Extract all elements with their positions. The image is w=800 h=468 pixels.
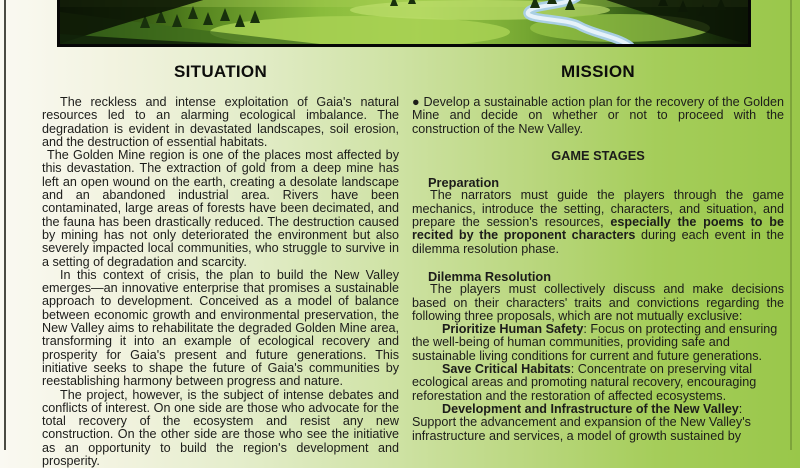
mission-column [412,62,784,468]
situation-paragraph-4: The project, however, is the subject of intense debates and conflicts of interest. On one side are those who advocate for the total recovery of the ecosystem and resist any new construction. On the other side are those who see the initiative as an opportunity to build the region's development and prosperity. [42,387,399,468]
page-right-rule [790,0,792,450]
situation-paragraph-1: The reckless and intense exploitation of Gaia's natural resources led to an alarming ecological imbalance. The degradation is evident in devastated landscapes, soil erosion, and the destruction of essential habitats. [42,95,399,149]
valley-banner-image [57,0,751,47]
situation-paragraph-2: The Golden Mine region is one of the places most affected by this devastation. The extraction of gold from a deep mine has left an open wound on the earth, creating a desolate landscape and an abandoned industrial area. Rivers have been contaminated, large areas of forests have been decimated, and the fauna has been drastically reduced. The destruction caused by mining has not only deteriorated the environment but also severely impacted local communities, who struggle to survive in a setting of degradation and scarcity. [42,148,399,269]
game-stages-title: GAME STAGES [551,147,645,163]
situation-column [42,62,399,468]
dilemma-intro-paragraph: The players must collectively discuss and make decisions based on their characters' traits and convictions regarding the following three proposals, which are not mutually exclusive: [412,282,784,323]
mission-title: MISSION [561,62,635,81]
proposal-prioritize-human-safety: Prioritize Human Safety: Focus on protecting and ensuring the well-being of human communities, providing safe and sustainable living conditions for current and future generations. [412,322,778,363]
proposal-save-critical-habitats: Save Critical Habitats: Concentrate on preserving vital ecological areas and promoting natural recovery, encouraging reforestation and the restoration of affected ecosystems. [412,362,757,403]
dilemma-resolution-heading: Dilemma Resolution [428,268,552,284]
page-left-rule [4,0,6,450]
proposal-development-infrastructure: Development and Infrastructure of the New Valley: Support the advancement and expansion of the New Valley's infrastructure and services, a model of growth sustained by [412,401,751,443]
situation-title: SITUATION [173,62,268,81]
valley-landscape-illustration [60,0,748,44]
situation-paragraph-3: In this context of crisis, the plan to build the New Valley emerges—an innovative enterprise that promises a sustainable approach to development. Conceived as a model of balance between economic growth and environmental preservation, the New Valley aims to rehabilitate the degraded Golden Mine area, transforming it into an example of ecological recovery and prosperity for Gaia's present and future generations. This initiative seeks to shape the future of Gaia's communities by reestablishing harmony between progress and nature. [42,267,399,389]
page-body [42,62,784,468]
preparation-paragraph: The narrators must guide the players through the game mechanics, introduce the setting, characters, and situation, and prepare the session's resources, especially the poems to be recited by the proponent characters during each event in the dilemma resolution phase. [412,188,785,256]
mission-bullet: ● Develop a sustainable action plan for the recovery of the Golden Mine and decide on whether or not to proceed with the construction of the New Valley. [412,95,784,136]
preparation-heading: Preparation [428,175,500,191]
